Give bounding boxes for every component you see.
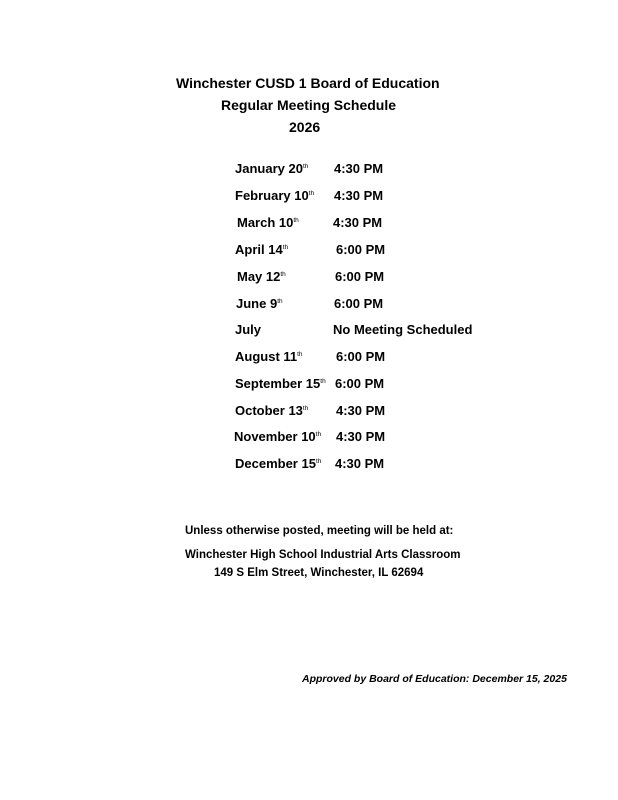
meeting-time: 4:30 PM	[336, 403, 386, 418]
meeting-time: No Meeting Scheduled	[333, 322, 473, 337]
meeting-time: 4:30 PM	[333, 215, 383, 230]
meeting-time: 6:00 PM	[335, 269, 385, 284]
schedule-row	[235, 241, 495, 259]
ordinal-suffix: th	[297, 351, 303, 358]
schedule-row	[235, 402, 495, 420]
meeting-date	[235, 160, 308, 178]
ordinal-suffix: th	[320, 378, 326, 385]
ordinal-suffix: th	[308, 190, 315, 197]
meeting-date-text: August 11	[235, 349, 298, 364]
ordinal-suffix: th	[277, 298, 283, 305]
meeting-date-text: November 10	[234, 429, 316, 444]
ordinal-suffix: th	[280, 271, 286, 278]
ordinal-suffix: th	[293, 217, 299, 224]
schedule-row	[237, 268, 497, 286]
meeting-date	[237, 214, 299, 232]
ordinal-suffix: th	[315, 431, 322, 438]
meeting-time: 6:00 PM	[335, 376, 385, 391]
schedule-row	[234, 428, 494, 446]
meeting-date-text: January 20	[235, 161, 303, 176]
meeting-time: 4:30 PM	[336, 429, 386, 444]
meeting-date	[235, 455, 321, 473]
approval-note: Approved by Board of Education: December 15, 2025	[302, 673, 567, 685]
ordinal-suffix: th	[302, 405, 309, 412]
meeting-time: 4:30 PM	[335, 456, 385, 471]
meeting-date	[235, 375, 326, 393]
meeting-date	[235, 402, 308, 420]
schedule-row	[236, 295, 496, 313]
schedule-row	[235, 375, 495, 393]
meeting-date-text: April 14	[235, 242, 283, 257]
ordinal-suffix: th	[282, 244, 289, 251]
board-name-heading: Winchester CUSD 1 Board of Education	[176, 75, 440, 91]
meeting-date-text: February 10	[235, 188, 309, 203]
schedule-row	[235, 187, 495, 205]
schedule-row	[237, 214, 497, 232]
meeting-date	[235, 348, 303, 366]
meeting-date-text: July	[235, 322, 262, 337]
meeting-date-text: December 15	[235, 456, 316, 471]
meeting-date	[235, 187, 314, 205]
meeting-date-text: September 15	[235, 376, 321, 391]
meeting-date-text: October 13	[235, 403, 303, 418]
schedule-row	[235, 348, 495, 366]
meeting-time: 4:30 PM	[334, 161, 384, 176]
meeting-time: 4:30 PM	[334, 188, 384, 203]
location-intro: Unless otherwise posted, meeting will be held at:	[185, 525, 454, 537]
schedule-row	[235, 321, 495, 339]
meeting-date-text: May 12	[237, 269, 281, 284]
meeting-date	[236, 295, 283, 313]
schedule-row	[235, 160, 495, 178]
meeting-date	[237, 268, 286, 286]
schedule-heading: Regular Meeting Schedule	[221, 97, 397, 113]
year-heading: 2026	[289, 119, 321, 135]
location-address: 149 S Elm Street, Winchester, IL 62694	[214, 567, 424, 579]
ordinal-suffix: th	[315, 458, 322, 465]
meeting-date	[235, 241, 288, 259]
schedule-row	[235, 455, 495, 473]
meeting-time: 6:00 PM	[336, 242, 386, 257]
meeting-time: 6:00 PM	[334, 296, 384, 311]
ordinal-suffix: th	[302, 163, 309, 170]
meeting-date-text: June 9	[236, 296, 278, 311]
meeting-date	[234, 428, 321, 446]
meeting-date-text: March 10	[237, 215, 294, 230]
meeting-time: 6:00 PM	[336, 349, 386, 364]
meeting-date	[235, 321, 261, 339]
location-name: Winchester High School Industrial Arts Classroom	[185, 549, 461, 561]
